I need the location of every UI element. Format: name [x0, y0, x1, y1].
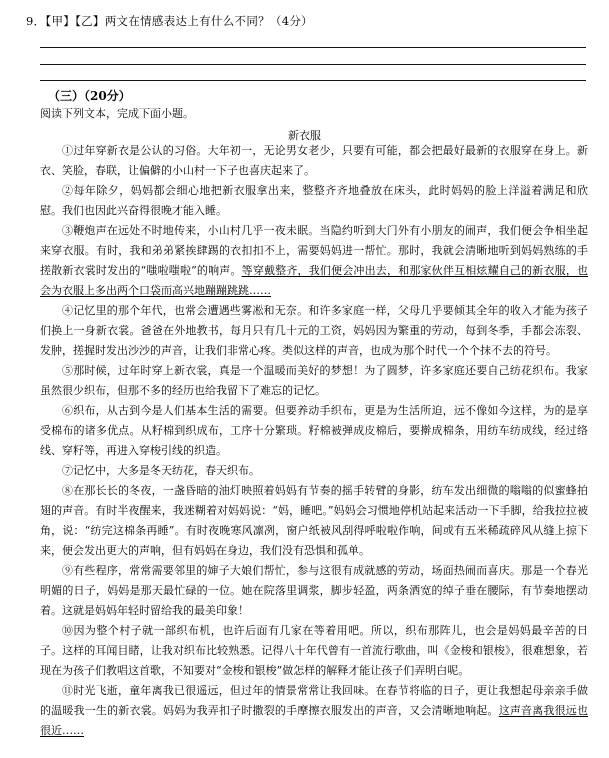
paragraph-8: ⑧在那长长的冬夜，一盏昏暗的油灯映照着妈妈有节奏的摇手转臂的身影，纺车发出细微的嗡嗡的似蜜蜂拍翅的声音。有时半夜醒来，我迷糊着对妈妈说：“妈，睡吧。”妈妈会习惯地停机站起来活动一下手脚，给我拉拉被角，说：“纺完这棉条再睡”。有时夜晚寒风凛冽，窗户纸被风刮得呼啦啦作响，间或有五米稀疏碎风从缝上掠下来，便会发出更大的声响，但有妈妈在身边，我们没有恐惧和孤单。	[40, 484, 588, 557]
paragraph-7: ⑦记忆中，大多是冬天纺花，春天织布。	[62, 464, 260, 477]
paragraph-9: ⑨有些程序，常常需要邻里的婶子大娘们帮忙，参与这很有成就感的劳动，场面热闹而喜庆。那是一个春光明媚的日子，妈妈是那天最忙碌的一位。她在院落里调浆，脚步轻盈，两条洒宽的绰子垂在腰际，有节奏地摆动着。这就是妈妈年轻时留给我的最美印象！	[40, 564, 588, 617]
reading-instruction: 阅读下列文本，完成下面小题。	[40, 107, 194, 120]
passage-body	[40, 141, 588, 741]
section-heading: （三）（20分）	[48, 89, 131, 103]
question-9: 9．【甲】【乙】两文在情感表达上有什么不同？（4分）	[26, 14, 313, 28]
paragraph-1: ①过年穿新衣是公认的习俗。大年初一，无论男女老少，只要有可能，都会把最好最新的衣服穿在身上。新衣、笑脸，春联，让偏僻的小山村一下子也喜庆起来了。	[40, 144, 588, 177]
paragraph-3: ③鞭炮声在远处不时地传来，小山村几乎一夜未眠。当隐约听到大门外有小朋友的闹声，我们便会争相坐起来穿衣服。有时，我和弟弟紧挨肆踢的衣扣扣不上，需要妈妈进一帮忙。那时，我就会清晰地听到妈妈熟练的手搓散新衣裳时发出的“嗤啦嗤啦”的响声。等穿戴整齐，我们便会冲出去，和那家伙伴互相炫耀自己的新衣服，也会为衣服上多出两个口袋而高兴地蹦蹦跳跳……	[40, 224, 588, 297]
paragraph-2: ②每年除夕，妈妈都会细心地把新衣服拿出来，整整齐齐地叠放在床头，此时妈妈的脸上洋溢着满足和欣慰。我们也因此兴奋得很晚才能入睡。	[40, 184, 588, 217]
answer-line	[40, 80, 586, 81]
paragraph-6: ⑥织布，从古到今是人们基本生活的需要。但要养动手织布，更是为生活所迫，远不像如今这样，为的是享受棉布的诸多优点。从籽棉到织成布，工序十分繁琐。籽棉被弹成皮棉后，要擀成棉条，用纺车纺成线，经过络线、穿籽等，再进入穿梭引线的织造。	[40, 404, 588, 457]
underlined-sentence: 这声音离我很远也很近……	[40, 704, 588, 737]
paragraph-10: ⑩因为整个村子就一部织布机，也许后面有几家在等着用吧。所以，织布那阵儿，也会是妈妈最辛苦的日子。这样的耳闻目睹，让我对织布比较熟悉。记得八十年代曾有一首流行歌曲，叫《金梭和银梭》，很难想象，若现在为孩子们教唱这首歌，不知要对“金梭和银梭”做怎样的解释才能让孩子们弄明白呢。	[40, 624, 588, 677]
answer-line	[40, 64, 586, 65]
paragraph-5: ⑤那时候，过年时穿上新衣裳，真是一个温暖而美好的梦想！为了圆梦，许多家庭还要自己纺花织布。我家虽然很少织布，但那不多的经历也给我留下了难忘的记忆。	[40, 364, 588, 397]
paragraph-11: ⑪时光飞逝，童年离我已很遥远，但过年的情景常常让我回味。在春节将临的日子，更让我想起母亲亲手做的温暖我一生的新衣裳。妈妈为我弄扣子时撒裂的手摩擦衣服发出的声音，又会清晰地响起。这声音离我很远也很近……	[40, 684, 588, 737]
underlined-sentence: 等穿戴整齐，我们便会冲出去，和那家伙伴互相炫耀自己的新衣服，也会为衣服上多出两个口袋而高兴地蹦蹦跳跳……	[40, 264, 588, 297]
answer-line	[40, 47, 586, 48]
passage-title: 新衣服	[288, 129, 321, 142]
paragraph-4: ④记忆里的那个年代，也常会遭遇些雾凇和无奈。和许多家庭一样，父母几乎要倾其全年的收入才能为孩子们换上一身新衣裳。爸爸在外地教书，每月只有几十元的工资，妈妈因为繁重的劳动，每到冬季，手都会冻裂、发肿，搓握时发出沙沙的声音，让我们非常心疼。类似这样的声音，也成为那个时代一个个抹不去的符号。	[40, 304, 588, 357]
